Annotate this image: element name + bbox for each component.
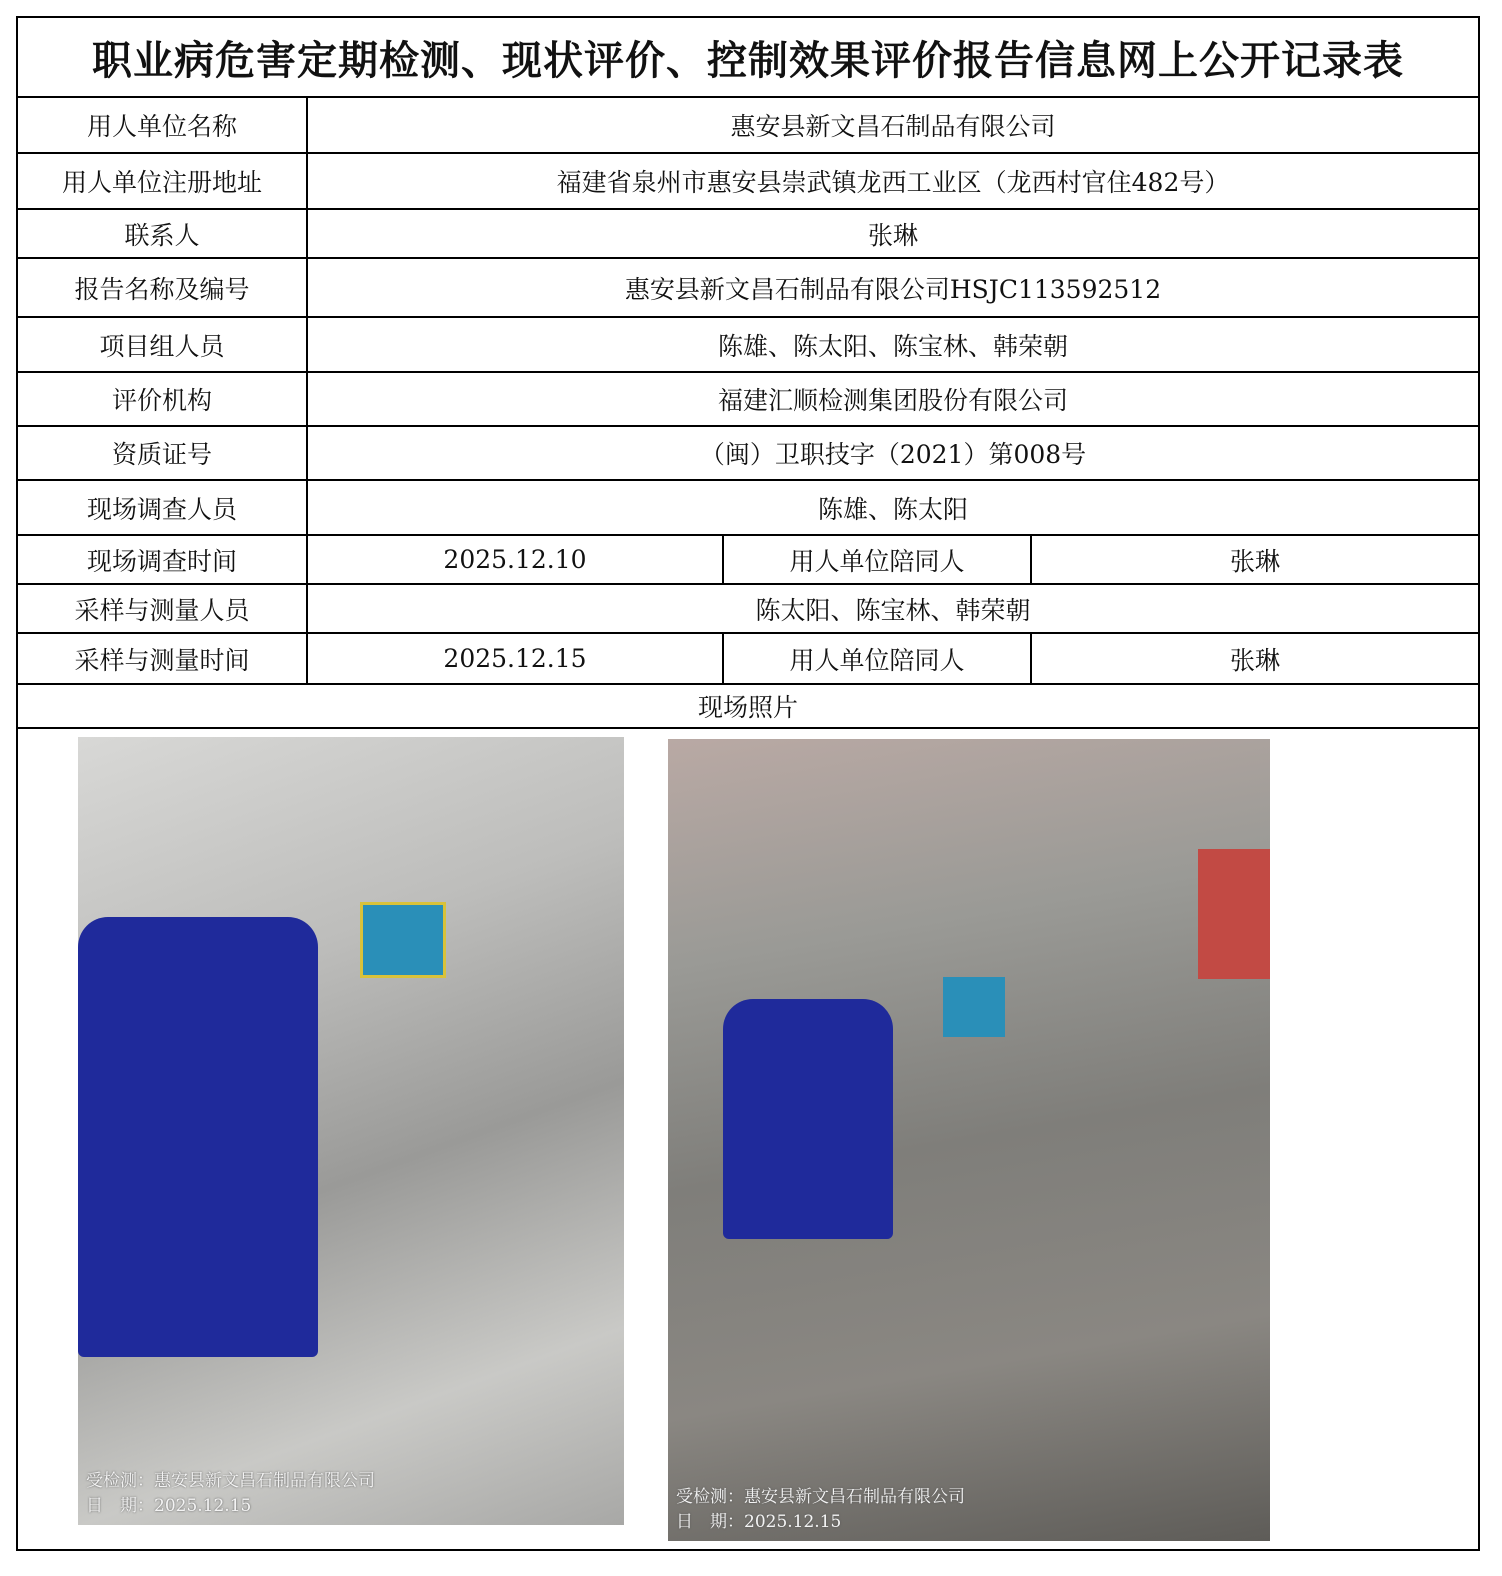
value-survey-escort: 张琳 bbox=[1031, 535, 1479, 584]
photos-label: 现场照片 bbox=[17, 684, 1479, 728]
label-sampling-escort: 用人单位陪同人 bbox=[723, 633, 1031, 684]
value-survey-staff: 陈雄、陈太阳 bbox=[307, 480, 1479, 535]
value-agency: 福建汇顺检测集团股份有限公司 bbox=[307, 372, 1479, 426]
value-sampling-time: 2025.12.15 bbox=[307, 633, 723, 684]
value-report: 惠安县新文昌石制品有限公司HSJC113592512 bbox=[307, 258, 1479, 317]
label-team: 项目组人员 bbox=[17, 317, 307, 372]
worker-figure bbox=[78, 917, 318, 1357]
value-employer-name: 惠安县新文昌石制品有限公司 bbox=[307, 97, 1479, 153]
value-sampling-escort: 张琳 bbox=[1031, 633, 1479, 684]
sampler-device bbox=[943, 977, 1005, 1037]
label-agency: 评价机构 bbox=[17, 372, 307, 426]
photo-watermark: 受检测：惠安县新文昌石制品有限公司 日 期：2025.12.15 bbox=[86, 1471, 375, 1516]
value-team: 陈雄、陈太阳、陈宝林、韩荣朝 bbox=[307, 317, 1479, 372]
value-license: （闽）卫职技字（2021）第008号 bbox=[307, 426, 1479, 480]
photos-cell bbox=[17, 728, 1479, 1550]
label-survey-escort: 用人单位陪同人 bbox=[723, 535, 1031, 584]
label-survey-staff: 现场调查人员 bbox=[17, 480, 307, 535]
worker-figure bbox=[723, 999, 893, 1239]
label-employer-name: 用人单位名称 bbox=[17, 97, 307, 153]
site-photo-1 bbox=[78, 737, 624, 1525]
label-report: 报告名称及编号 bbox=[17, 258, 307, 317]
label-survey-time: 现场调查时间 bbox=[17, 535, 307, 584]
label-sampling-staff: 采样与测量人员 bbox=[17, 584, 307, 633]
machine-panel bbox=[1198, 849, 1270, 979]
label-sampling-time: 采样与测量时间 bbox=[17, 633, 307, 684]
value-sampling-staff: 陈太阳、陈宝林、韩荣朝 bbox=[307, 584, 1479, 633]
site-photo-2 bbox=[668, 739, 1270, 1541]
value-contact: 张琳 bbox=[307, 209, 1479, 258]
label-contact: 联系人 bbox=[17, 209, 307, 258]
sampler-device bbox=[360, 902, 446, 978]
page-title: 职业病危害定期检测、现状评价、控制效果评价报告信息网上公开记录表 bbox=[17, 17, 1479, 97]
label-license: 资质证号 bbox=[17, 426, 307, 480]
photo-watermark: 受检测：惠安县新文昌石制品有限公司 日 期：2025.12.15 bbox=[676, 1487, 965, 1532]
label-employer-address: 用人单位注册地址 bbox=[17, 153, 307, 209]
record-table bbox=[16, 16, 1480, 1551]
value-employer-address: 福建省泉州市惠安县崇武镇龙西工业区（龙西村官住482号） bbox=[307, 153, 1479, 209]
value-survey-time: 2025.12.10 bbox=[307, 535, 723, 584]
